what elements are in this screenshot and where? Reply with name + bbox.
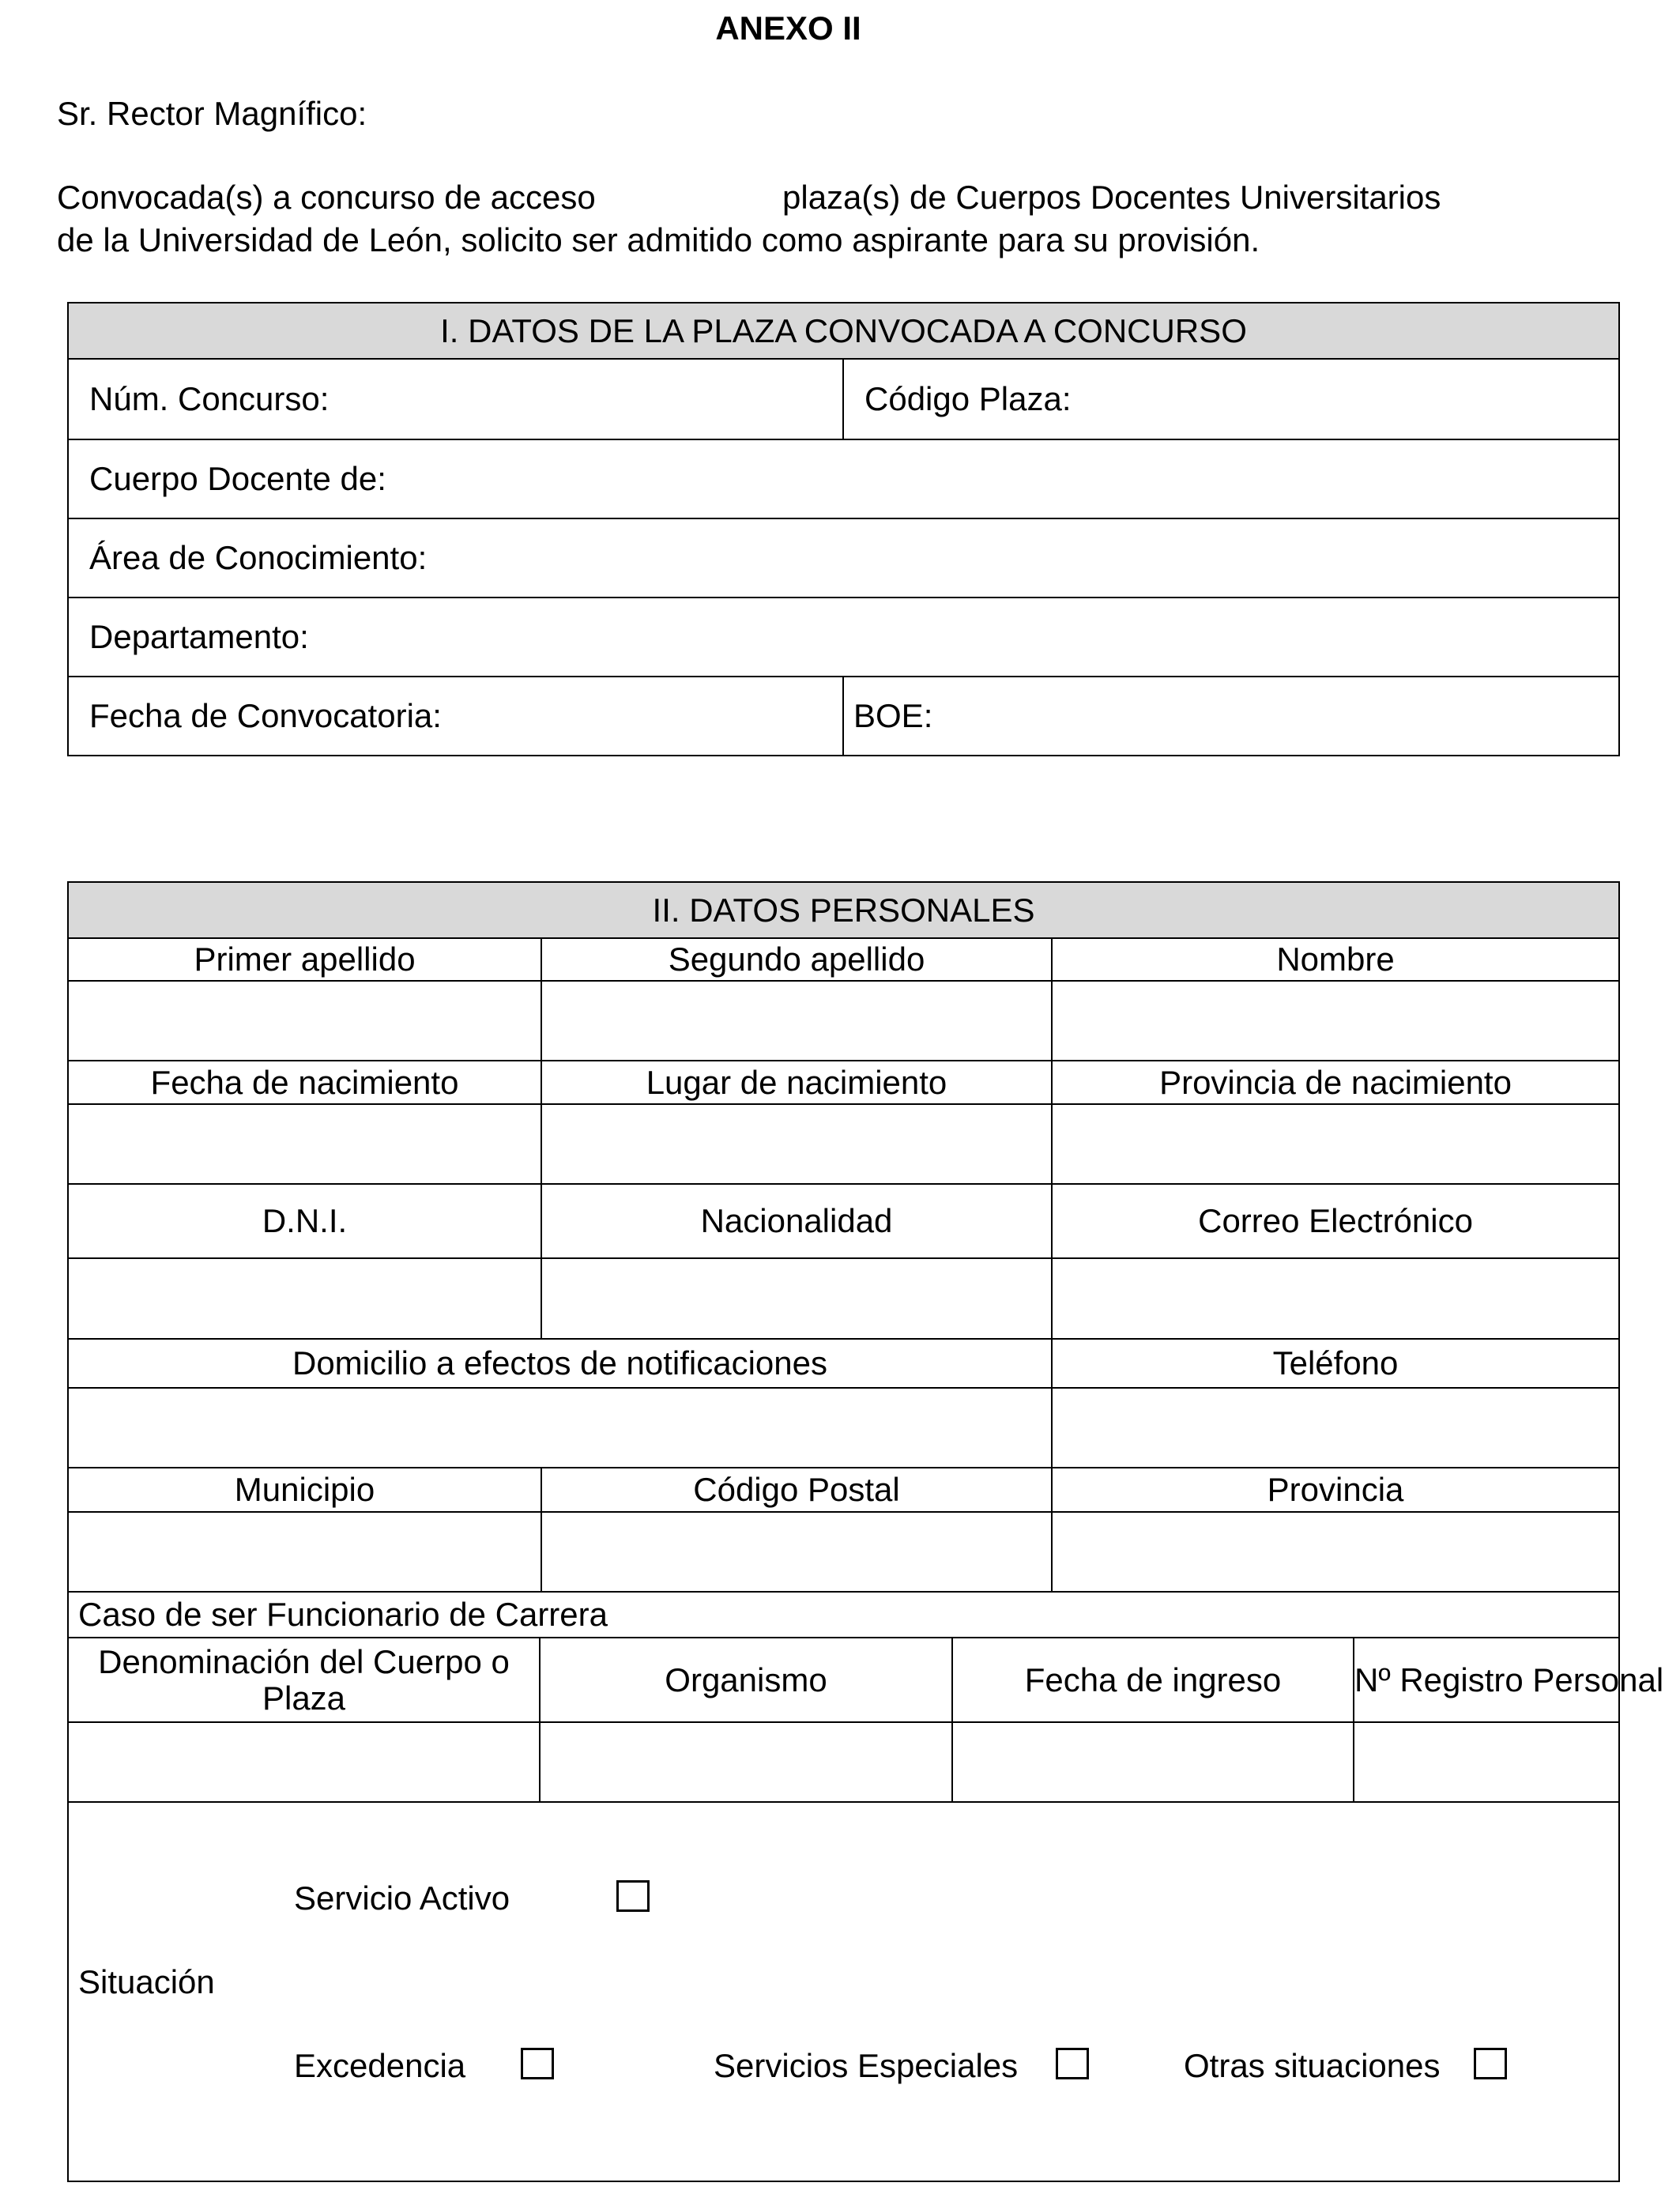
excedencia-label: Excedencia — [294, 2047, 466, 2084]
correo-field[interactable] — [1052, 1258, 1619, 1339]
codigo-plaza-label: Código Plaza: — [864, 380, 1072, 417]
departamento-field[interactable] — [68, 598, 1619, 677]
telefono-field[interactable] — [1052, 1388, 1619, 1468]
segundo-apellido-field[interactable] — [541, 981, 1052, 1061]
organismo-label: Organismo — [540, 1638, 952, 1722]
fecha-ingreso-label: Fecha de ingreso — [952, 1638, 1354, 1722]
area-conocimiento-field[interactable] — [68, 518, 1619, 598]
segundo-apellido-label: Segundo apellido — [541, 938, 1052, 981]
otras-situaciones-label: Otras situaciones — [1184, 2047, 1441, 2084]
num-concurso-field[interactable] — [68, 359, 843, 439]
boe-label: BOE: — [853, 697, 933, 734]
situacion-label: Situación — [78, 1963, 215, 2000]
denominacion-label: Denominación del Cuerpo o Plaza — [68, 1638, 540, 1722]
dni-field[interactable] — [68, 1258, 541, 1339]
intro-line1-end: plaza(s) de Cuerpos Docentes Universitarios — [782, 179, 1441, 216]
servicio-activo-checkbox[interactable] — [616, 1880, 650, 1912]
boe-field[interactable] — [843, 677, 1619, 756]
primer-apellido-field[interactable] — [68, 981, 541, 1061]
denominacion-field[interactable] — [68, 1722, 540, 1802]
nacionalidad-field[interactable] — [541, 1258, 1052, 1339]
section2-heading: II. DATOS PERSONALES — [68, 882, 1619, 938]
nombre-label: Nombre — [1052, 938, 1619, 981]
nombre-field[interactable] — [1052, 981, 1619, 1061]
servicios-especiales-label: Servicios Especiales — [714, 2047, 1019, 2084]
intro-line2: de la Universidad de León, solicito ser admitido como aspirante para su provisión. — [57, 221, 1260, 258]
document-title: ANEXO II — [715, 9, 861, 47]
cuerpo-docente-field[interactable] — [68, 439, 1619, 518]
servicios-especiales-checkbox[interactable] — [1056, 2048, 1089, 2079]
codigo-plaza-field[interactable] — [843, 359, 1619, 439]
fecha-convocatoria-label: Fecha de Convocatoria: — [89, 697, 442, 734]
provincia-nacimiento-label: Provincia de nacimiento — [1052, 1061, 1619, 1104]
organismo-field[interactable] — [540, 1722, 952, 1802]
municipio-label: Municipio — [68, 1468, 541, 1512]
cuerpo-docente-label: Cuerpo Docente de: — [89, 460, 386, 497]
departamento-label: Departamento: — [89, 618, 309, 655]
salutation: Sr. Rector Magnífico: — [57, 95, 367, 132]
plaza-data-table — [67, 302, 1620, 756]
section1-heading: I. DATOS DE LA PLAZA CONVOCADA A CONCURSO — [68, 303, 1619, 359]
situacion-cell — [68, 1802, 1619, 2181]
otras-situaciones-checkbox[interactable] — [1474, 2048, 1507, 2079]
provincia-label: Provincia — [1052, 1468, 1619, 1512]
fecha-nacimiento-field[interactable] — [68, 1104, 541, 1184]
provincia-field[interactable] — [1052, 1512, 1619, 1592]
correo-label: Correo Electrónico — [1052, 1184, 1619, 1258]
fecha-ingreso-field[interactable] — [952, 1722, 1354, 1802]
municipio-field[interactable] — [68, 1512, 541, 1592]
codigo-postal-field[interactable] — [541, 1512, 1052, 1592]
domicilio-field[interactable] — [68, 1388, 1052, 1468]
registro-field[interactable] — [1354, 1722, 1619, 1802]
num-concurso-label: Núm. Concurso: — [89, 380, 330, 417]
telefono-label: Teléfono — [1052, 1339, 1619, 1388]
fecha-convocatoria-field[interactable] — [68, 677, 843, 756]
lugar-nacimiento-label: Lugar de nacimiento — [541, 1061, 1052, 1104]
domicilio-label: Domicilio a efectos de notificaciones — [68, 1339, 1052, 1388]
dni-label: D.N.I. — [68, 1184, 541, 1258]
area-conocimiento-label: Área de Conocimiento: — [89, 539, 428, 576]
funcionario-label: Caso de ser Funcionario de Carrera — [68, 1592, 1619, 1638]
primer-apellido-label: Primer apellido — [68, 938, 541, 981]
provincia-nacimiento-field[interactable] — [1052, 1104, 1619, 1184]
nacionalidad-label: Nacionalidad — [541, 1184, 1052, 1258]
registro-label: Nº Registro Personal — [1354, 1638, 1619, 1722]
excedencia-checkbox[interactable] — [521, 2048, 554, 2079]
intro-line1-start: Convocada(s) a concurso de acceso — [57, 179, 596, 216]
personal-data-table — [67, 881, 1664, 2182]
servicio-activo-label: Servicio Activo — [294, 1879, 510, 1917]
codigo-postal-label: Código Postal — [541, 1468, 1052, 1512]
lugar-nacimiento-field[interactable] — [541, 1104, 1052, 1184]
fecha-nacimiento-label: Fecha de nacimiento — [68, 1061, 541, 1104]
